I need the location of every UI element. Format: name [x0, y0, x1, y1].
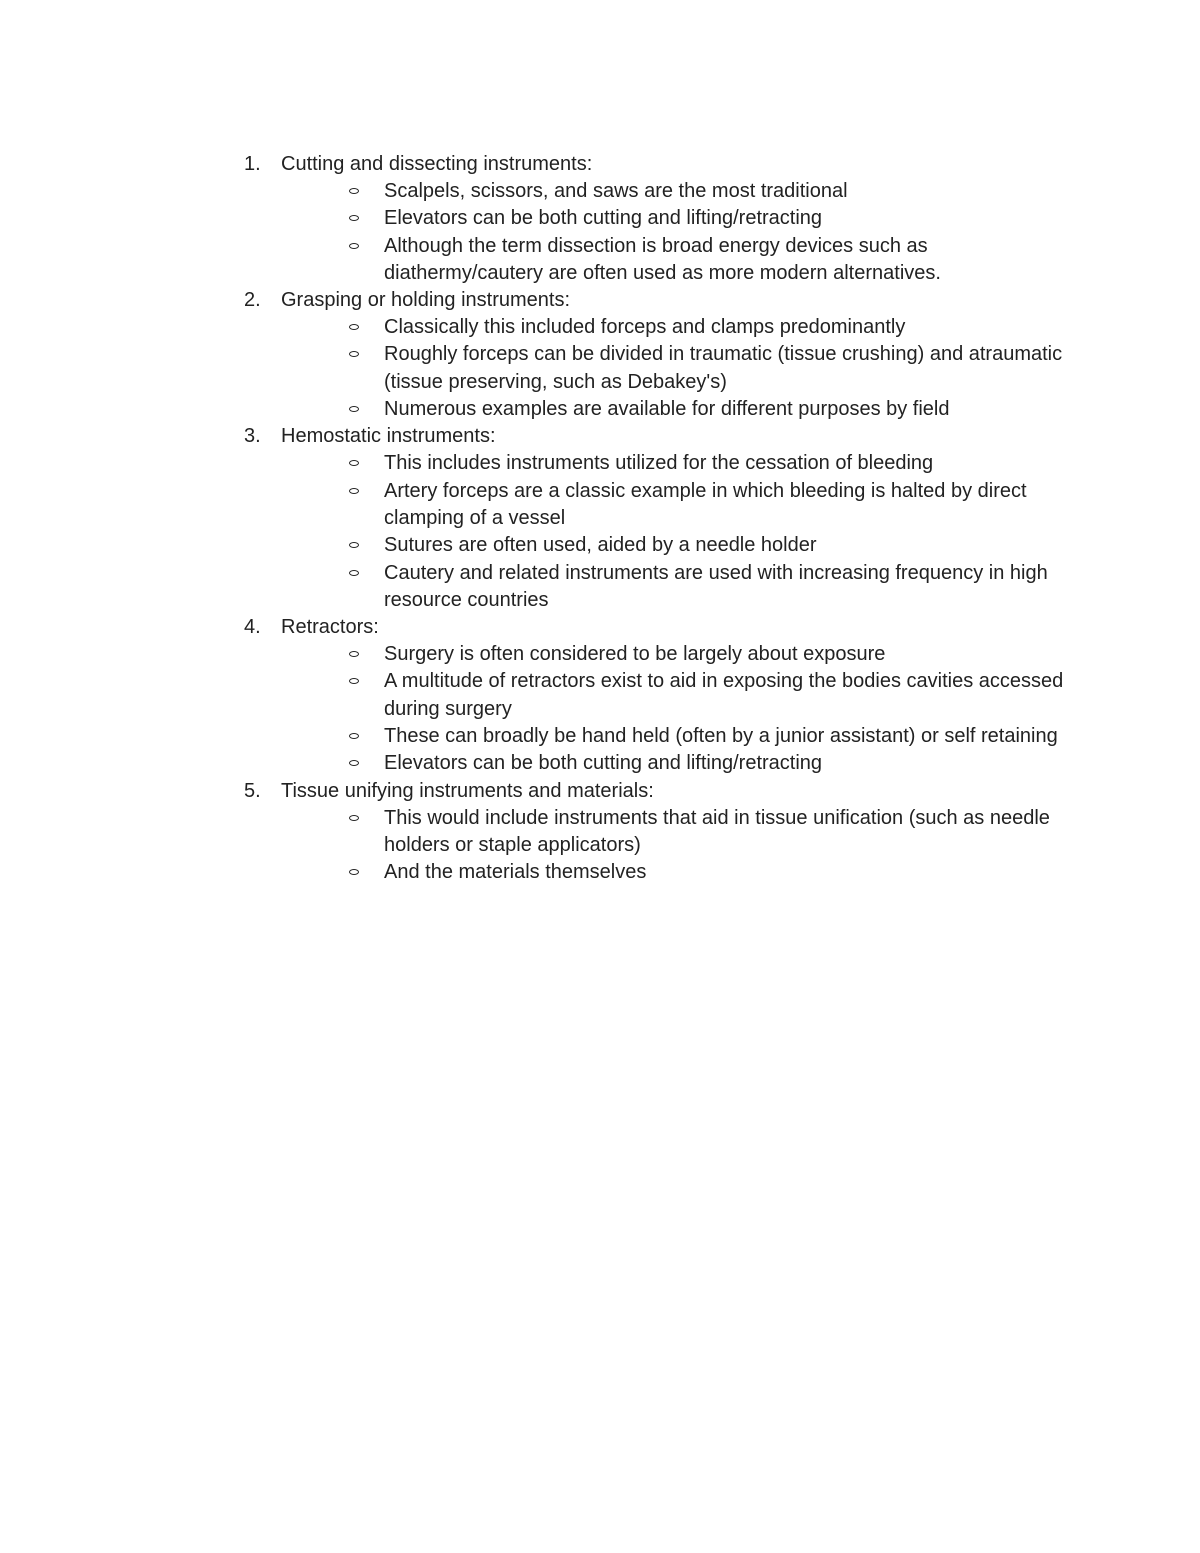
sub-point	[0, 450, 1064, 477]
sub-point-list	[0, 805, 1200, 887]
outline-item	[0, 287, 1200, 423]
item-number: 2.	[244, 289, 261, 312]
item-heading: Hemostatic instruments:	[281, 425, 496, 448]
outline-item	[0, 778, 1200, 887]
item-heading: Tissue unifying instruments and materials:	[281, 779, 654, 802]
hollow-bullet-icon	[349, 869, 359, 875]
sub-point-text: Elevators can be both cutting and lifting/retracting	[384, 752, 823, 775]
item-number: 1.	[244, 153, 261, 175]
sub-point-list	[0, 314, 1200, 423]
sub-point	[0, 205, 1064, 232]
sub-point-text: A multitude of retractors exist to aid in exposing the bodies cavities accessed during surgery	[384, 670, 1064, 720]
sub-point-text: This includes instruments utilized for the cessation of bleeding	[384, 452, 934, 475]
hollow-bullet-icon	[349, 243, 359, 249]
sub-point-text: Roughly forceps can be divided in traumatic (tissue crushing) and atraumatic (tissue preserving, such as Debakey's)	[384, 343, 1063, 393]
sub-point	[0, 805, 1064, 860]
sub-point	[0, 478, 1064, 533]
sub-point	[0, 641, 1064, 668]
hollow-bullet-icon	[349, 678, 359, 684]
sub-point-text: Artery forceps are a classic example in which bleeding is halted by direct clamping of a vessel	[384, 479, 1027, 529]
sub-point-list	[0, 641, 1200, 777]
sub-point-text: Surgery is often considered to be largely about exposure	[384, 643, 886, 666]
sub-point	[0, 396, 1064, 423]
outline-item	[0, 151, 1200, 287]
sub-point-text: Scalpels, scissors, and saws are the most traditional	[384, 180, 848, 202]
item-heading-row	[0, 778, 1200, 805]
item-number: 3.	[244, 425, 261, 448]
sub-point	[0, 233, 1064, 288]
instrument-outline	[0, 151, 1200, 887]
sub-point-text: And the materials themselves	[384, 861, 647, 884]
hollow-bullet-icon	[349, 215, 359, 221]
outline-item	[0, 614, 1200, 777]
hollow-bullet-icon	[349, 570, 359, 576]
sub-point-list	[0, 450, 1200, 614]
sub-point	[0, 560, 1064, 615]
outline-item	[0, 423, 1200, 614]
sub-point-text: Cautery and related instruments are used with increasing frequency in high resource countries	[384, 561, 1048, 611]
sub-point	[0, 723, 1064, 750]
hollow-bullet-icon	[349, 406, 359, 412]
sub-point	[0, 178, 1064, 205]
item-number: 4.	[244, 616, 261, 639]
sub-point	[0, 859, 1064, 886]
sub-point	[0, 668, 1064, 723]
hollow-bullet-icon	[349, 188, 359, 194]
hollow-bullet-icon	[349, 324, 359, 330]
hollow-bullet-icon	[349, 651, 359, 657]
hollow-bullet-icon	[349, 351, 359, 357]
item-heading-row	[0, 614, 1200, 641]
item-heading-row	[0, 151, 1200, 178]
item-heading: Grasping or holding instruments:	[281, 289, 571, 312]
hollow-bullet-icon	[349, 460, 359, 466]
item-heading-row	[0, 287, 1200, 314]
sub-point-text: Although the term dissection is broad energy devices such as diathermy/cautery are often used as more modern alternatives.	[384, 234, 941, 284]
sub-point-text: These can broadly be hand held (often by a junior assistant) or self retaining	[384, 725, 1058, 748]
hollow-bullet-icon	[349, 815, 359, 821]
sub-point-text: Sutures are often used, aided by a needle holder	[384, 534, 817, 557]
sub-point	[0, 532, 1064, 559]
hollow-bullet-icon	[349, 733, 359, 739]
sub-point-text: Classically this included forceps and clamps predominantly	[384, 316, 906, 339]
sub-point-text: Elevators can be both cutting and lifting/retracting	[384, 207, 823, 230]
sub-point	[0, 750, 1064, 777]
hollow-bullet-icon	[349, 542, 359, 548]
item-number: 5.	[244, 779, 261, 802]
item-heading: Cutting and dissecting instruments:	[281, 153, 593, 175]
item-heading-row	[0, 423, 1200, 450]
hollow-bullet-icon	[349, 488, 359, 494]
sub-point	[0, 341, 1064, 396]
sub-point-text: Numerous examples are available for different purposes by field	[384, 398, 950, 421]
hollow-bullet-icon	[349, 760, 359, 766]
sub-point-text: This would include instruments that aid in tissue unification (such as needle holders or staple applicators)	[384, 806, 1050, 856]
item-heading: Retractors:	[281, 616, 379, 639]
sub-point-list	[0, 178, 1200, 287]
sub-point	[0, 314, 1064, 341]
